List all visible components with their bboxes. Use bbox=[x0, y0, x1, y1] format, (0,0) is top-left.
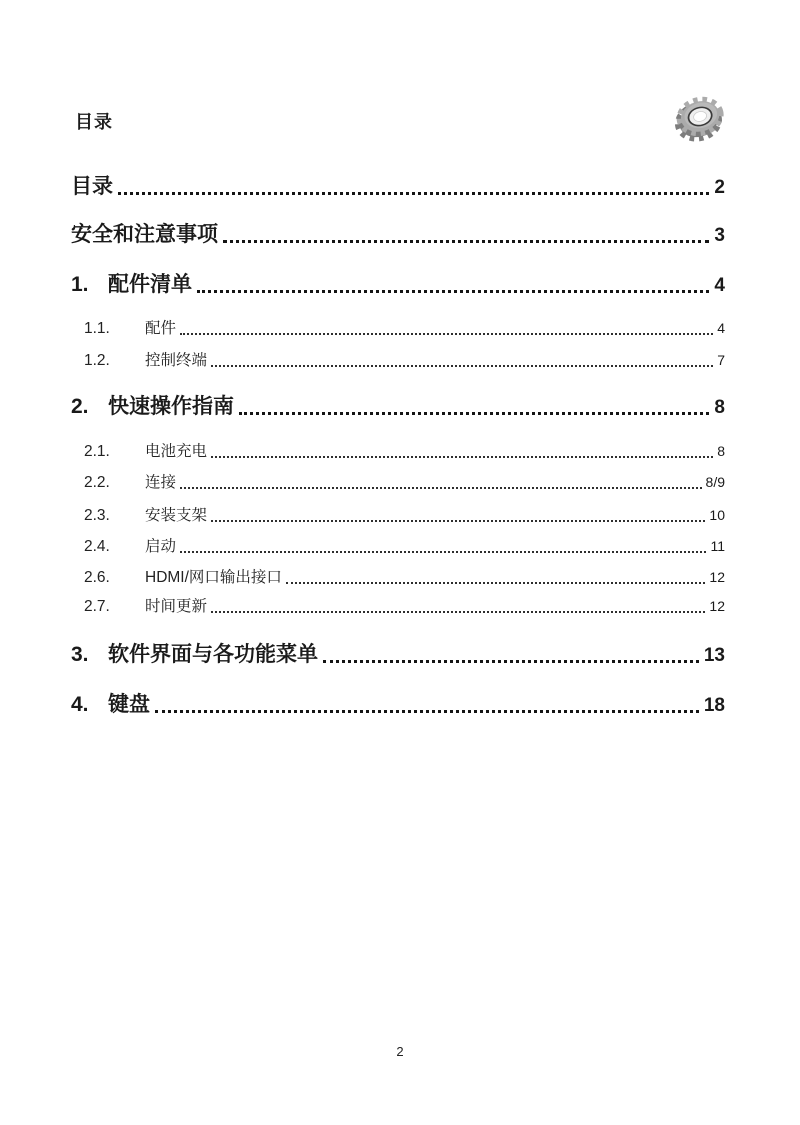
toc-entry-page: 4 bbox=[717, 320, 725, 336]
toc-entry-title: 软件界面与各功能菜单 bbox=[108, 643, 318, 666]
toc-entry-title: 连接 bbox=[145, 474, 177, 491]
toc-entry-number: 2.1. bbox=[84, 443, 110, 460]
dot-leader bbox=[239, 412, 709, 415]
toc-entry-title: HDMI/网口输出接口 bbox=[145, 569, 282, 586]
toc-entry-title: 配件清单 bbox=[108, 273, 192, 296]
toc-entry-page: 12 bbox=[709, 598, 725, 614]
toc-entry[interactable] bbox=[71, 174, 725, 201]
dot-leader bbox=[323, 660, 699, 663]
dot-leader bbox=[118, 192, 709, 195]
toc-entry[interactable] bbox=[71, 642, 725, 669]
toc-entry[interactable] bbox=[84, 596, 725, 617]
toc-entry-page: 18 bbox=[703, 695, 725, 716]
toc-entry[interactable] bbox=[71, 394, 725, 421]
toc-entry[interactable] bbox=[84, 505, 725, 526]
toc-entry-page: 8 bbox=[714, 397, 725, 418]
toc-entry[interactable] bbox=[84, 318, 725, 339]
dot-leader bbox=[223, 240, 709, 243]
dot-leader bbox=[211, 520, 705, 522]
toc-entry[interactable] bbox=[84, 567, 725, 588]
toc-entry-number: 2.7. bbox=[84, 598, 110, 615]
footer-page-number: 2 bbox=[396, 1044, 404, 1059]
toc-entry[interactable] bbox=[84, 536, 725, 557]
toc-entry-number: 2.3. bbox=[84, 507, 110, 524]
toc-entry[interactable] bbox=[84, 441, 725, 462]
dot-leader bbox=[211, 456, 713, 458]
toc-entry-title: 控制终端 bbox=[145, 352, 208, 369]
toc-entry-page: 13 bbox=[703, 645, 725, 666]
dot-leader bbox=[286, 582, 706, 584]
gear-icon bbox=[669, 86, 731, 150]
toc-entry-title: 安全和注意事项 bbox=[71, 223, 218, 246]
toc-entry-title: 目录 bbox=[71, 175, 113, 198]
dot-leader bbox=[211, 365, 713, 367]
toc-entry-page: 8 bbox=[717, 443, 725, 459]
dot-leader bbox=[180, 551, 706, 553]
toc-entry-title: 配件 bbox=[145, 320, 177, 337]
toc-entry-title: 启动 bbox=[145, 538, 177, 555]
toc-entry-page: 10 bbox=[709, 507, 725, 523]
page-title: 目录 bbox=[75, 112, 113, 132]
toc-entry-title: 安装支架 bbox=[145, 507, 208, 524]
toc-entry-page: 3 bbox=[714, 225, 725, 246]
toc-entry-number: 1. bbox=[71, 273, 89, 296]
dot-leader bbox=[197, 290, 709, 293]
toc-entry[interactable] bbox=[71, 272, 725, 299]
toc-entry[interactable] bbox=[71, 222, 725, 249]
toc-entry[interactable] bbox=[84, 472, 725, 493]
dot-leader bbox=[211, 611, 705, 613]
toc-entry-number: 2.2. bbox=[84, 474, 110, 491]
toc-entry-title: 快速操作指南 bbox=[108, 395, 234, 418]
toc-entry-page: 2 bbox=[714, 177, 725, 198]
toc-entry-number: 3. bbox=[71, 643, 89, 666]
toc-entry-title: 电池充电 bbox=[145, 443, 208, 460]
toc-entry[interactable] bbox=[84, 350, 725, 371]
dot-leader bbox=[180, 487, 702, 489]
toc-entry-page: 4 bbox=[714, 275, 725, 296]
toc-entry-number: 2.6. bbox=[84, 569, 110, 586]
toc-entry-number: 1.2. bbox=[84, 352, 110, 369]
toc-entry-title: 时间更新 bbox=[145, 598, 208, 615]
toc-entry-page: 8/9 bbox=[705, 474, 725, 490]
toc-entry-number: 2. bbox=[71, 395, 89, 418]
toc-entry[interactable] bbox=[71, 692, 725, 719]
toc-entry-number: 1.1. bbox=[84, 320, 110, 337]
toc-entry-page: 11 bbox=[710, 538, 725, 554]
toc-entry-page: 7 bbox=[717, 352, 725, 368]
dot-leader bbox=[180, 333, 713, 335]
toc-entry-title: 键盘 bbox=[108, 693, 150, 716]
toc-entry-number: 2.4. bbox=[84, 538, 110, 555]
toc-entry-number: 4. bbox=[71, 693, 89, 716]
dot-leader bbox=[155, 710, 699, 713]
toc-entry-page: 12 bbox=[709, 569, 725, 585]
